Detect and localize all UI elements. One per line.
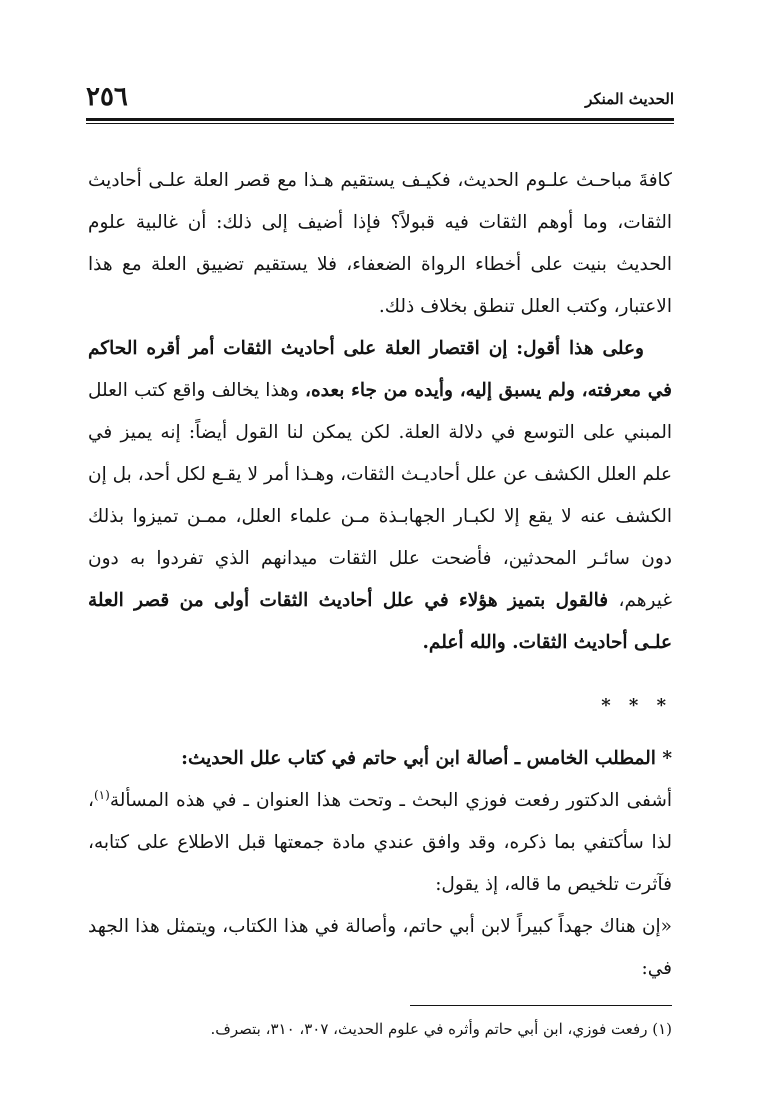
paragraph-2 <box>88 328 672 664</box>
main-text <box>88 160 672 990</box>
footnote-reference[interactable]: (١) <box>93 787 110 802</box>
footnote-number: (١) <box>652 1020 672 1038</box>
paragraph-2-bold-start: وعلى هذا أقول: إن اقتصار العلة على أحاديث الثقات أمر أقره الحاكم في معرفته، ولم يسبق إليه، وأيده من جاء بعده، <box>88 338 672 401</box>
paragraph-3 <box>88 780 672 906</box>
footnote-text: رفعت فوزي، ابن أبي حاتم وأثره في علوم الحديث، ٣٠٧، ٣١٠، بتصرف. <box>210 1020 648 1038</box>
page-number: ٢٥٦ <box>86 82 128 112</box>
page-header <box>86 84 674 114</box>
section-separator: * * * <box>601 695 672 716</box>
running-title: الحديث المنكر <box>585 90 674 108</box>
paragraph-1: كافةَ مباحـث علـوم الحديث، فكيـف يستقيم هـذا مع قصر العلة علـى أحاديث الثقات، وما أوهم الثقات فيه قبولاً؟ فإذا أضيف إلى ذلك: أن غالبية علوم الحديث بنيت على أخطاء الرواة الضعفاء، فلا يستقيم تضييق العلة مع هذا الاعتبار، وكتب العلل تنطق بخلاف ذلك. <box>88 170 672 317</box>
paragraph-2-normal: وهذا يخالف واقع كتب العلل المبني على التوسع في دلالة العلة. لكن يمكن لنا القول أيضاً: إنه يميز في علم العلل الكشف عن علل أحاديـث الثقات، وهـذا أمر لا يقـع لكل أحد، بل إن الكشف عنه لا يقع إلا لكبـار الجهابـذة مـن علماء العلل، ممـن تميزوا بذلك دون سائـر المحدثين، فأضحت علل الثقات ميدانهم الذي تفردوا به دون غيرهم، <box>88 380 672 611</box>
section-heading: * المطلب الخامس ـ أصالة ابن أبي حاتم في كتاب علل الحديث: <box>181 748 672 769</box>
paragraph-3-start: أشفى الدكتور رفعت فوزي البحث ـ وتحت هذا العنوان ـ في هذه المسألة <box>109 790 672 811</box>
paragraph-2-bold-end: فالقول بتميز هؤلاء في علل أحاديث الثقات أولى من قصر العلة علـى أحاديث الثقات. والله أعلم. <box>88 590 672 653</box>
footnote <box>88 1016 672 1042</box>
paragraph-3-end: ، لذا سأكتفي بما ذكره، وقد وافق عندي مادة جمعتها قبل الاطلاع على كتابه، فآثرت تلخيص ما قاله، إذ يقول: <box>88 790 672 895</box>
header-rule-thick <box>86 118 674 121</box>
header-rule-thin <box>86 123 674 124</box>
footnote-separator <box>410 1005 672 1006</box>
paragraph-4-quote: «إن هناك جهداً كبيراً لابن أبي حاتم، وأصالة في هذا الكتاب، ويتمثل هذا الجهد في: <box>88 916 672 979</box>
